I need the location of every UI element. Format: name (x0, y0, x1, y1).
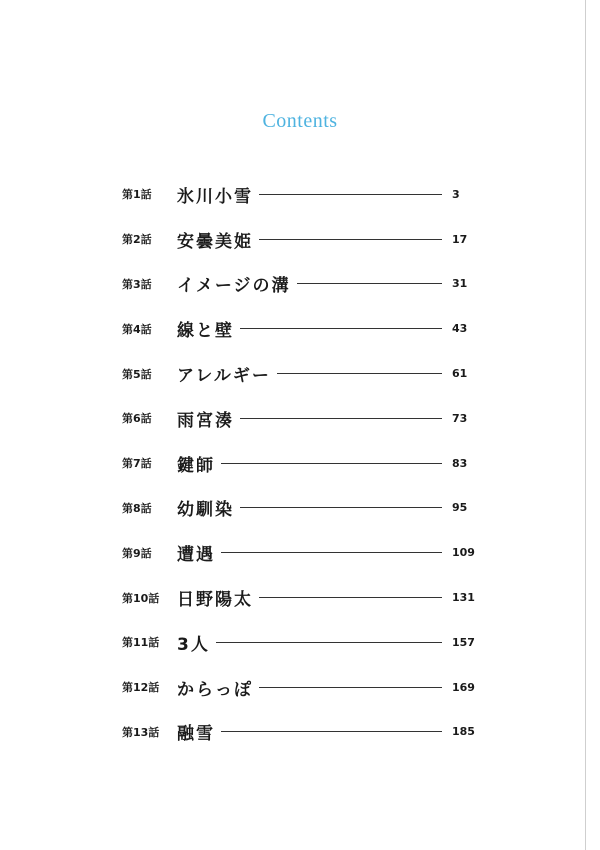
toc-entry[interactable] (122, 351, 478, 396)
leader-line (221, 552, 442, 553)
page-number: 95 (452, 501, 468, 515)
chapter-number: 第6話 (122, 412, 152, 426)
chapter-title: 融雪 (177, 724, 215, 745)
leader-line (240, 418, 442, 419)
chapter-title: 鍵師 (177, 455, 215, 476)
page-number: 131 (452, 591, 475, 605)
toc-entry[interactable] (122, 217, 478, 262)
table-of-contents (122, 172, 478, 754)
chapter-title: 3人 (177, 634, 210, 655)
chapter-number: 第12話 (122, 681, 160, 695)
toc-entry[interactable] (122, 396, 478, 441)
toc-entry[interactable] (122, 710, 478, 755)
page-number: 17 (452, 232, 468, 246)
page-number: 73 (452, 411, 468, 425)
toc-entry[interactable] (122, 262, 478, 307)
chapter-title: 遭遇 (177, 545, 215, 566)
page-number: 169 (452, 680, 475, 694)
toc-entry[interactable] (122, 530, 478, 575)
chapter-number: 第4話 (122, 322, 152, 336)
chapter-number: 第2話 (122, 233, 152, 247)
leader-line (216, 642, 442, 643)
chapter-title: 雨宮湊 (177, 410, 234, 431)
leader-line (240, 328, 442, 329)
page-title: Contents (262, 110, 338, 132)
chapter-title: 線と壁 (177, 321, 234, 342)
chapter-number: 第10話 (122, 591, 160, 605)
page-number: 31 (452, 277, 468, 291)
leader-line (259, 687, 442, 688)
page-number: 83 (452, 456, 468, 470)
toc-entry[interactable] (122, 306, 478, 351)
leader-line (240, 507, 442, 508)
leader-line (259, 597, 442, 598)
chapter-number: 第1話 (122, 188, 152, 202)
chapter-number: 第7話 (122, 457, 152, 471)
chapter-title: 日野陽太 (177, 590, 253, 611)
leader-line (297, 283, 443, 284)
chapter-number: 第3話 (122, 277, 152, 291)
chapter-number: 第5話 (122, 367, 152, 381)
leader-line (221, 731, 442, 732)
page-number: 185 (452, 725, 475, 739)
page-number: 109 (452, 546, 475, 560)
page-number: 43 (452, 322, 468, 336)
leader-line (277, 373, 442, 374)
page-number: 157 (452, 635, 475, 649)
chapter-number: 第9話 (122, 546, 152, 560)
toc-entry[interactable] (122, 172, 478, 217)
leader-line (221, 463, 442, 464)
toc-entry[interactable] (122, 575, 478, 620)
page-number: 3 (452, 187, 460, 201)
chapter-number: 第11話 (122, 636, 160, 650)
leader-line (259, 239, 442, 240)
chapter-title: 氷川小雪 (177, 186, 253, 207)
chapter-number: 第8話 (122, 501, 152, 515)
leader-line (259, 194, 442, 195)
chapter-title: アレルギー (177, 366, 271, 387)
page-number: 61 (452, 367, 468, 381)
chapter-title: からっぽ (177, 679, 253, 700)
chapter-title: 幼馴染 (177, 500, 234, 521)
toc-entry[interactable] (122, 441, 478, 486)
chapter-title: 安曇美姫 (177, 231, 253, 252)
toc-entry[interactable] (122, 486, 478, 531)
chapter-title: イメージの溝 (177, 276, 291, 297)
toc-entry[interactable] (122, 620, 478, 665)
toc-entry[interactable] (122, 665, 478, 710)
chapter-number: 第13話 (122, 725, 160, 739)
